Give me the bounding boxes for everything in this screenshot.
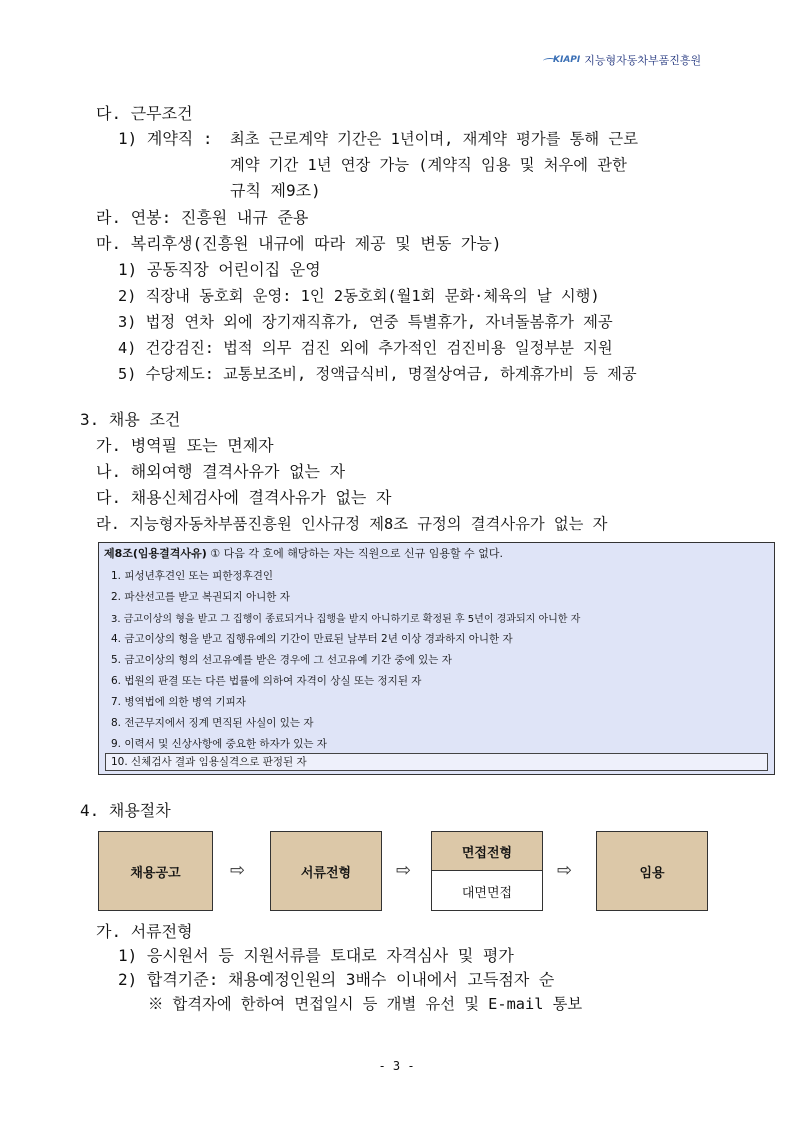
regulation-item: 8. 전근무지에서 징계 면직된 사실이 있는 자	[111, 717, 314, 729]
welfare-item: 2) 직장내 동호회 운영: 1인 2동호회(월1회 문화·체육의 날 시행)	[118, 287, 600, 305]
section4-ga-title: 가. 서류전형	[96, 922, 193, 941]
welfare-item: 3) 법정 연차 외에 장기재직휴가, 연중 특별휴가, 자녀돌봄휴가 제공	[118, 313, 613, 331]
regulation-item: 7. 병역법에 의한 병역 기피자	[111, 696, 246, 708]
welfare-item: 4) 건강검진: 법적 의무 검진 외에 추가적인 검진비용 일정부분 지원	[118, 339, 613, 357]
section3-title: 3. 채용 조건	[80, 410, 181, 429]
flow-arrow-icon: ⇨	[557, 860, 573, 881]
condition-item: 가. 병역필 또는 면제자	[96, 436, 274, 455]
regulation-item: 9. 이력서 및 신상사항에 중요한 하자가 있는 자	[111, 738, 327, 750]
document-screening-item: 1) 응시원서 등 지원서류를 토대로 자격심사 및 평가	[118, 946, 514, 965]
welfare-item: 1) 공동직장 어린이집 운영	[118, 260, 321, 279]
regulation-item: 3. 금고이상의 형을 받고 그 집행이 종료되거나 집행을 받지 아니하기로 확정된 후 5년이 경과되지 아니한 자	[111, 614, 581, 625]
contract-line-3: 규칙 제9조)	[230, 181, 321, 200]
contract-label: 1) 계약직 :	[118, 129, 213, 148]
regulation-item: 6. 법원의 판결 또는 다른 법률에 의하여 자격이 상실 또는 정지된 자	[111, 675, 422, 687]
section-ma-title: 마. 복리후생(진흥원 내규에 따라 제공 및 변동 가능)	[96, 234, 502, 253]
contract-line-1: 최초 근로계약 기간은 1년이며, 재계약 평가를 통해 근로	[230, 130, 638, 148]
logo-text: 지능형자동차부품진흥원	[584, 54, 702, 67]
flow-arrow-icon: ⇨	[396, 860, 412, 881]
flow-arrow-icon: ⇨	[230, 860, 246, 881]
section4-title: 4. 채용절차	[80, 801, 171, 820]
section-da-title: 다. 근무조건	[96, 104, 193, 123]
document-screening-item: 2) 합격기준: 채용예정인원의 3배수 이내에서 고득점자 순	[118, 970, 555, 989]
regulation-item: 2. 파산선고를 받고 복권되지 아니한 자	[111, 591, 290, 603]
step-announcement: 채용공고	[98, 831, 213, 911]
regulation-item: 5. 금고이상의 형의 선고유예를 받은 경우에 그 선고유예 기간 중에 있는 자	[111, 654, 452, 666]
condition-item: 다. 채용신체검사에 결격사유가 없는 자	[96, 488, 392, 507]
regulation-box	[98, 542, 775, 775]
page-number: - 3 -	[378, 1059, 415, 1073]
regulation-head	[104, 545, 503, 561]
step-interview	[431, 831, 543, 911]
step-interview-sub: 대면면접	[461, 885, 513, 901]
regulation-item-last: 10. 신체검사 결과 임용실격으로 판정된 자	[105, 753, 768, 771]
logo-mark: KIAPI	[553, 55, 581, 65]
kiapi-logo	[553, 52, 701, 68]
step-document: 서류전형	[270, 831, 382, 911]
step-appointment: 임용	[596, 831, 708, 911]
contract-line-2: 계약 기간 1년 연장 가능 (계약직 임용 및 처우에 관한	[230, 156, 627, 174]
regulation-item: 4. 금고이상의 형을 받고 집행유예의 기간이 만료된 날부터 2년 이상 경과하지 아니한 자	[111, 633, 513, 645]
regulation-head-text: ① 다음 각 호에 해당하는 자는 직원으로 신규 임용할 수 없다.	[210, 547, 503, 560]
step-interview-title: 면접전형	[432, 832, 542, 871]
document-screening-note: ※ 합격자에 한하여 면접일시 등 개별 유선 및 E-mail 통보	[148, 995, 583, 1013]
welfare-item: 5) 수당제도: 교통보조비, 정액급식비, 명절상여금, 하계휴가비 등 제공	[118, 365, 637, 383]
section-ra-title: 라. 연봉: 진흥원 내규 준용	[96, 208, 309, 227]
regulation-head-title: 제8조(임용결격사유)	[104, 547, 207, 560]
regulation-item: 1. 피성년후견인 또는 피한정후견인	[111, 570, 274, 582]
condition-item: 라. 지능형자동차부품진흥원 인사규정 제8조 규정의 결격사유가 없는 자	[96, 515, 608, 533]
condition-item: 나. 해외여행 결격사유가 없는 자	[96, 462, 346, 481]
